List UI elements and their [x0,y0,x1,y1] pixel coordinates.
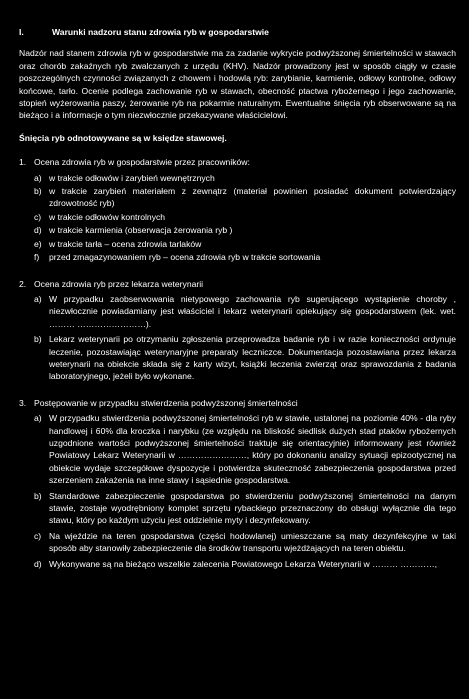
item-text: w trakcie tarła – ocena zdrowia tarlaków [49,238,202,249]
item-text: Standardowe zabezpieczenie gospodarstwa po stwierdzeniu podwyższonej śmiertelności na danym stawie, zostaje wyodrębniony komplet sprzętu rybackiego przeznaczony do obsługi wyłącznie dla tego stawu, który po każdym użyciu jest oddzielnie myty i dezynfekowany. [49,490,456,526]
section-2-list [19,293,456,383]
item-letter: d) [34,558,42,569]
list-item [34,558,456,570]
item-text: Wykonywane są na bieżąco wszelkie zalecenia Powiatowego Lekarza Weterynarii w ……… …………, [49,558,438,569]
item-letter: f) [34,252,40,263]
section-title-text: Ocena zdrowia ryb w gospodarstwie przez pracowników: [34,157,250,168]
section-number: 1. [19,157,27,168]
list-item [34,185,456,210]
item-text: w trakcie odłowów i zarybień wewnętrznych [49,172,215,183]
subheading: Śnięcia ryb odnotowywane są w księdze stawowej. [19,132,227,143]
list-item [34,530,456,555]
heading-number: I. [19,27,24,37]
list-item [34,224,456,236]
item-text: W przypadku stwierdzenia podwyższonej śmiertelności ryb w stawie, ustalonej na poziomie 40% - dla ryby handlowej i 60% dla kroczka i narybku (ze względu na bliskość siedlisk dużych stad ptaków rybożernych uzgodnione wartości podwyższonej śmiertelności traktuje się orientacyjnie) informowany jest również Powiatowy Lekarz Weterynarii w ……………………, który po dokonaniu analizy sytuacji epizootycznej na obiekcie wydaje szczegółowe dyspozycje i potwierdza skuteczność zabezpieczenia gospodarstwa przed szerzeniem zakażenia na inne stawy i sąsiednie gospodarstwa. [49,413,456,486]
item-letter: a) [34,172,42,183]
list-item [34,490,456,527]
section-3-list [19,412,456,570]
item-letter: b) [34,186,42,197]
intro-paragraph: Nadzór nad stanem zdrowia ryb w gospodarstwie ma za zadanie wykrycie podwyższonej śmiertelności w stawach oraz chorób zakaźnych ryb zwalczanych z urzędu (KHV). Nadzór prowadzony jest w sposób ciągły w czasie poszczególnych czynności związanych z chowem i hodowlą ryb: zarybianie, karmienie, odłowy kontrolne, odłowy końcowe, tarło. Ocenie podlega zachowanie ryb w stawach, obecność ptactwa rybożernego i jego zachowanie, stopień wyżerowania paszy, żerowanie ryb na pokarmie naturalnym. Ewentualne śnięcia ryb obserwowane są na bieżąco i a informacje o tym niezwłocznie przekazywane właścicielowi. [19,48,456,121]
item-letter: b) [34,490,42,501]
section-3 [19,397,456,570]
list-item [34,333,456,383]
item-letter: c) [34,211,42,222]
item-text: w trakcie zarybień materiałem z zewnątrz (materiał powinien posiadać dokument potwierdzający zdrowotność ryb) [49,186,456,209]
section-title-text: Postępowanie w przypadku stwierdzenia podwyższonej śmiertelności [34,397,298,408]
section-title-text: Ocena zdrowia ryb przez lekarza weterynarii [34,278,204,289]
list-item [34,293,456,330]
section-title [19,397,456,409]
section-1-list [19,172,456,264]
item-text: W przypadku zaobserwowania nietypowego zachowania ryb sugerującego wystąpienie choroby , niezwłocznie powiadamiany jest właściciel i lekarz weterynarii opiekujący się gospodarstwem (lek. wet. ……… ……………………). [49,293,456,329]
item-letter: d) [34,225,42,236]
item-letter: b) [34,334,42,345]
item-letter: a) [34,293,42,304]
item-letter: e) [34,238,42,249]
section-heading [19,26,456,38]
list-item [34,211,456,223]
list-item [34,251,456,263]
section-title [19,278,456,290]
item-text: w trakcie karmienia (obserwacja żerowania ryb ) [49,225,233,236]
item-text: w trakcie odłowów kontrolnych [49,211,166,222]
heading-title: Warunki nadzoru stanu zdrowia ryb w gospodarstwie [52,27,269,37]
item-letter: a) [34,413,42,424]
list-item [34,238,456,250]
item-letter: c) [34,530,42,541]
item-text: Lekarz weterynarii po otrzymaniu zgłoszenia przeprowadza badanie ryb i w razie konieczności ordynuje leczenie, pozostawiając weterynaryjne preparaty leczniczce. Dokumentacja pozostawiana przez lekarza weterynarii na obiekcie składa się z karty wizyt, książki leczenia zwierząt oraz sprawozdania z badania laboratoryjnego, jeżeli było wykonane. [49,334,456,382]
section-number: 3. [19,397,27,408]
item-text: Na wjeździe na teren gospodarstwa (części hodowlanej) umieszczane są maty dezynfekcyjne w taki sposób aby stanowiły zabezpieczenie dla środków transportu wjeżdżających na teren obiektu. [49,530,456,554]
list-item [34,172,456,184]
item-text: przed zmagazynowaniem ryb – ocena zdrowia ryb w trakcie sortowania [49,252,321,263]
section-number: 2. [19,278,27,289]
section-title [19,156,456,168]
list-item [34,412,456,486]
section-1 [19,156,456,263]
section-2 [19,278,456,383]
